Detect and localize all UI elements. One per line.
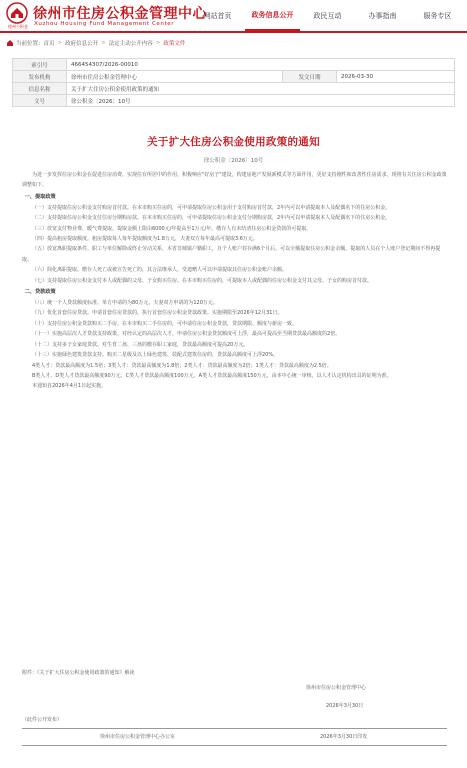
meta-index-label: 索引号 bbox=[13, 59, 67, 71]
breadcrumb-separator: > bbox=[101, 40, 106, 46]
nav-item-2[interactable]: 政民互动 bbox=[313, 11, 342, 20]
section-paragraph: （八）统一个人贷款额度标准。单方申请的为80万元，夫妻双方申请的为120万元。 bbox=[32, 300, 218, 307]
section-paragraph: （十二）支持多子女家庭贷款。对生育二孩、三孩的缴存职工家庭，贷款最高额度可提高20万元。 bbox=[32, 341, 249, 348]
section-heading: 二、贷款政策 bbox=[24, 289, 56, 296]
section-paragraph: （九）优化首套住房贷款。申请首套住房贷款的，执行首套住房公积金贷款政策。实施期限至2026年12月31日。 bbox=[32, 310, 283, 317]
site-title: 徐州市住房公积金管理中心 bbox=[33, 6, 207, 22]
site-subtitle: Xuzhou Housing Fund Management Center bbox=[34, 21, 175, 27]
meta-title-label: 信息名称 bbox=[13, 83, 67, 95]
meta-publisher-label: 发布机构 bbox=[13, 71, 67, 83]
section-paragraph: （三）放宽支付物业费、暖气费提取。提取金额上限由6000元/年提高至1万元/年，缴存人有未结清住房公积金贷款的可提取。 bbox=[32, 225, 312, 232]
house-emblem-icon bbox=[6, 2, 28, 24]
nav-item-3[interactable]: 办事指南 bbox=[368, 11, 397, 20]
meta-date-value: 2026-03-30 bbox=[337, 71, 455, 83]
site-logo[interactable] bbox=[6, 2, 207, 30]
nav-item-4[interactable]: 服务专区 bbox=[423, 11, 452, 20]
document-meta-table bbox=[12, 58, 455, 107]
nav-item-0[interactable]: 网站首页 bbox=[203, 11, 232, 20]
main-nav bbox=[190, 0, 465, 31]
section-paragraph: （四）提高租房提取额度。租房提取每人每年提取额度为1.8万元，夫妻双方每年最高可提取3.6万元。 bbox=[32, 236, 258, 243]
meta-publisher-value: 徐州市住房公积金管理中心 bbox=[67, 71, 283, 83]
meta-index-value: 466454307/2026-00010 bbox=[67, 59, 455, 71]
section-paragraph: （六）简化离职提取。缴存人死亡或被宣告死亡的，其合法继承人、受遗赠人可以申请提取其住房公积金账户余额。 bbox=[32, 267, 288, 274]
public-notice: （此件公开发布） bbox=[22, 717, 63, 723]
breadcrumb-home[interactable]: 首页 bbox=[43, 41, 55, 47]
divider bbox=[22, 728, 447, 729]
section-paragraph: （二）支持提取住房公积金支付住房分期购房款。在本市购买住房的，可申请提取住房公积金支付分期购房款，2年内可以申请提取本人及配偶名下的住房公积金。 bbox=[32, 215, 391, 222]
section-heading: 一、提取政策 bbox=[24, 193, 56, 200]
article-title: 关于扩大住房公积金使用政策的通知 bbox=[147, 136, 320, 148]
breadcrumb-prefix: 当前位置： bbox=[16, 41, 44, 47]
issue-date: 2026年3月30日印发 bbox=[320, 734, 368, 740]
section-paragraph: （十三）实施绿色建筑贷款支持。购买二星级及以上绿色建筑、装配式建筑住房的，贷款最高额度可上浮20%。 bbox=[32, 352, 279, 359]
article-intro: 为进一步发挥住房公积金在促进住房消费、实现住有所居中的作用，积极响应"好房子"建设，构建房地产发展新模式等方面作用，更好支持刚性和改善性住房需求，现将有关住房公积金政策调整如下。 bbox=[22, 172, 447, 189]
breadcrumb-current[interactable]: 政策文件 bbox=[163, 41, 186, 47]
section-paragraph: （七）支持提取住房公积金支付本人或配偶的父母、子女购买住房。在本市购买住房的，可提取本人或配偶的住房公积金支付其父母、子女的购房首付款。 bbox=[32, 277, 373, 284]
section-paragraph: （十一）实施高层次人才贷款支持政策。对经认定的高层次人才，申请住房公积金贷款额度可上浮，最高可提高至当期贷款最高额度的2倍。 bbox=[32, 331, 341, 338]
logo-caption: 徐州公积金 bbox=[8, 24, 28, 29]
breadcrumb bbox=[6, 37, 461, 49]
meta-date-label: 发文日期 bbox=[283, 71, 337, 83]
section-paragraph: 4类人才：贷款最高额度为1.5倍；3类人才：贷款最高额度为1.8倍；2类人才：贷款最高额度为2倍；1类人才：贷款最高额度为2.5倍。 bbox=[32, 362, 332, 369]
home-icon bbox=[6, 39, 14, 47]
meta-docno-label: 文号 bbox=[13, 95, 67, 107]
breadcrumb-info-disclosure[interactable]: 政府信息公开 bbox=[65, 41, 99, 47]
nav-item-1[interactable]: 政务信息公开 bbox=[245, 0, 300, 31]
attachment-link[interactable]: 附件：《关于扩大住房公积金使用政策的通知》解读 bbox=[22, 670, 135, 676]
signing-organization: 徐州市住房公积金管理中心 bbox=[306, 685, 367, 691]
breadcrumb-separator: > bbox=[57, 40, 63, 46]
divider bbox=[22, 745, 447, 746]
meta-title-value: 关于扩大住房公积金使用政策的通知 bbox=[67, 83, 455, 95]
section-paragraph: B类人才、D类人才贷款最高额度90万元，C类人才贷款最高额度100万元，A类人才贷款最高额度150万元，由本中心统一审核，以人才认定机构出具的证明为准。 bbox=[32, 372, 392, 379]
breadcrumb-separator: > bbox=[155, 40, 161, 46]
section-paragraph: （十）支持住房公积金贷款购买二手房。在本市购买二手住房的，可申请住房公积金贷款，贷款期限、额度与新房一致。 bbox=[32, 320, 298, 327]
meta-docno-value: 徐公积金〔2026〕10号 bbox=[67, 95, 455, 107]
breadcrumb-statutory[interactable]: 法定主动公开内容 bbox=[108, 41, 153, 47]
issuing-office: 徐州市住房公积金管理中心办公室 bbox=[100, 734, 176, 740]
signing-date: 2026年3月30日 bbox=[326, 703, 364, 709]
section-paragraph: （一）支持提取住房公积金支付购房首付款。在本市购买住房的，可申请提取住房公积金用于支付购房首付款，2年内可以申请提取本人及配偶名下的住房公积金。 bbox=[32, 204, 391, 211]
section-paragraph: （五）放宽离职提取条件。职工与单位解除或终止劳动关系，本省非城镇户籍职工，且个人账户封存满6个月后，可以全额提取住房公积金余额。提取的人员在个人账户登记期间不得再提取。 bbox=[22, 246, 441, 263]
site-header bbox=[0, 0, 467, 33]
section-paragraph: 本通知自2026年4月1日起实施。 bbox=[32, 383, 107, 390]
article-doc-number: 徐公积金〔2026〕10号 bbox=[203, 158, 264, 164]
article-body bbox=[22, 170, 447, 392]
